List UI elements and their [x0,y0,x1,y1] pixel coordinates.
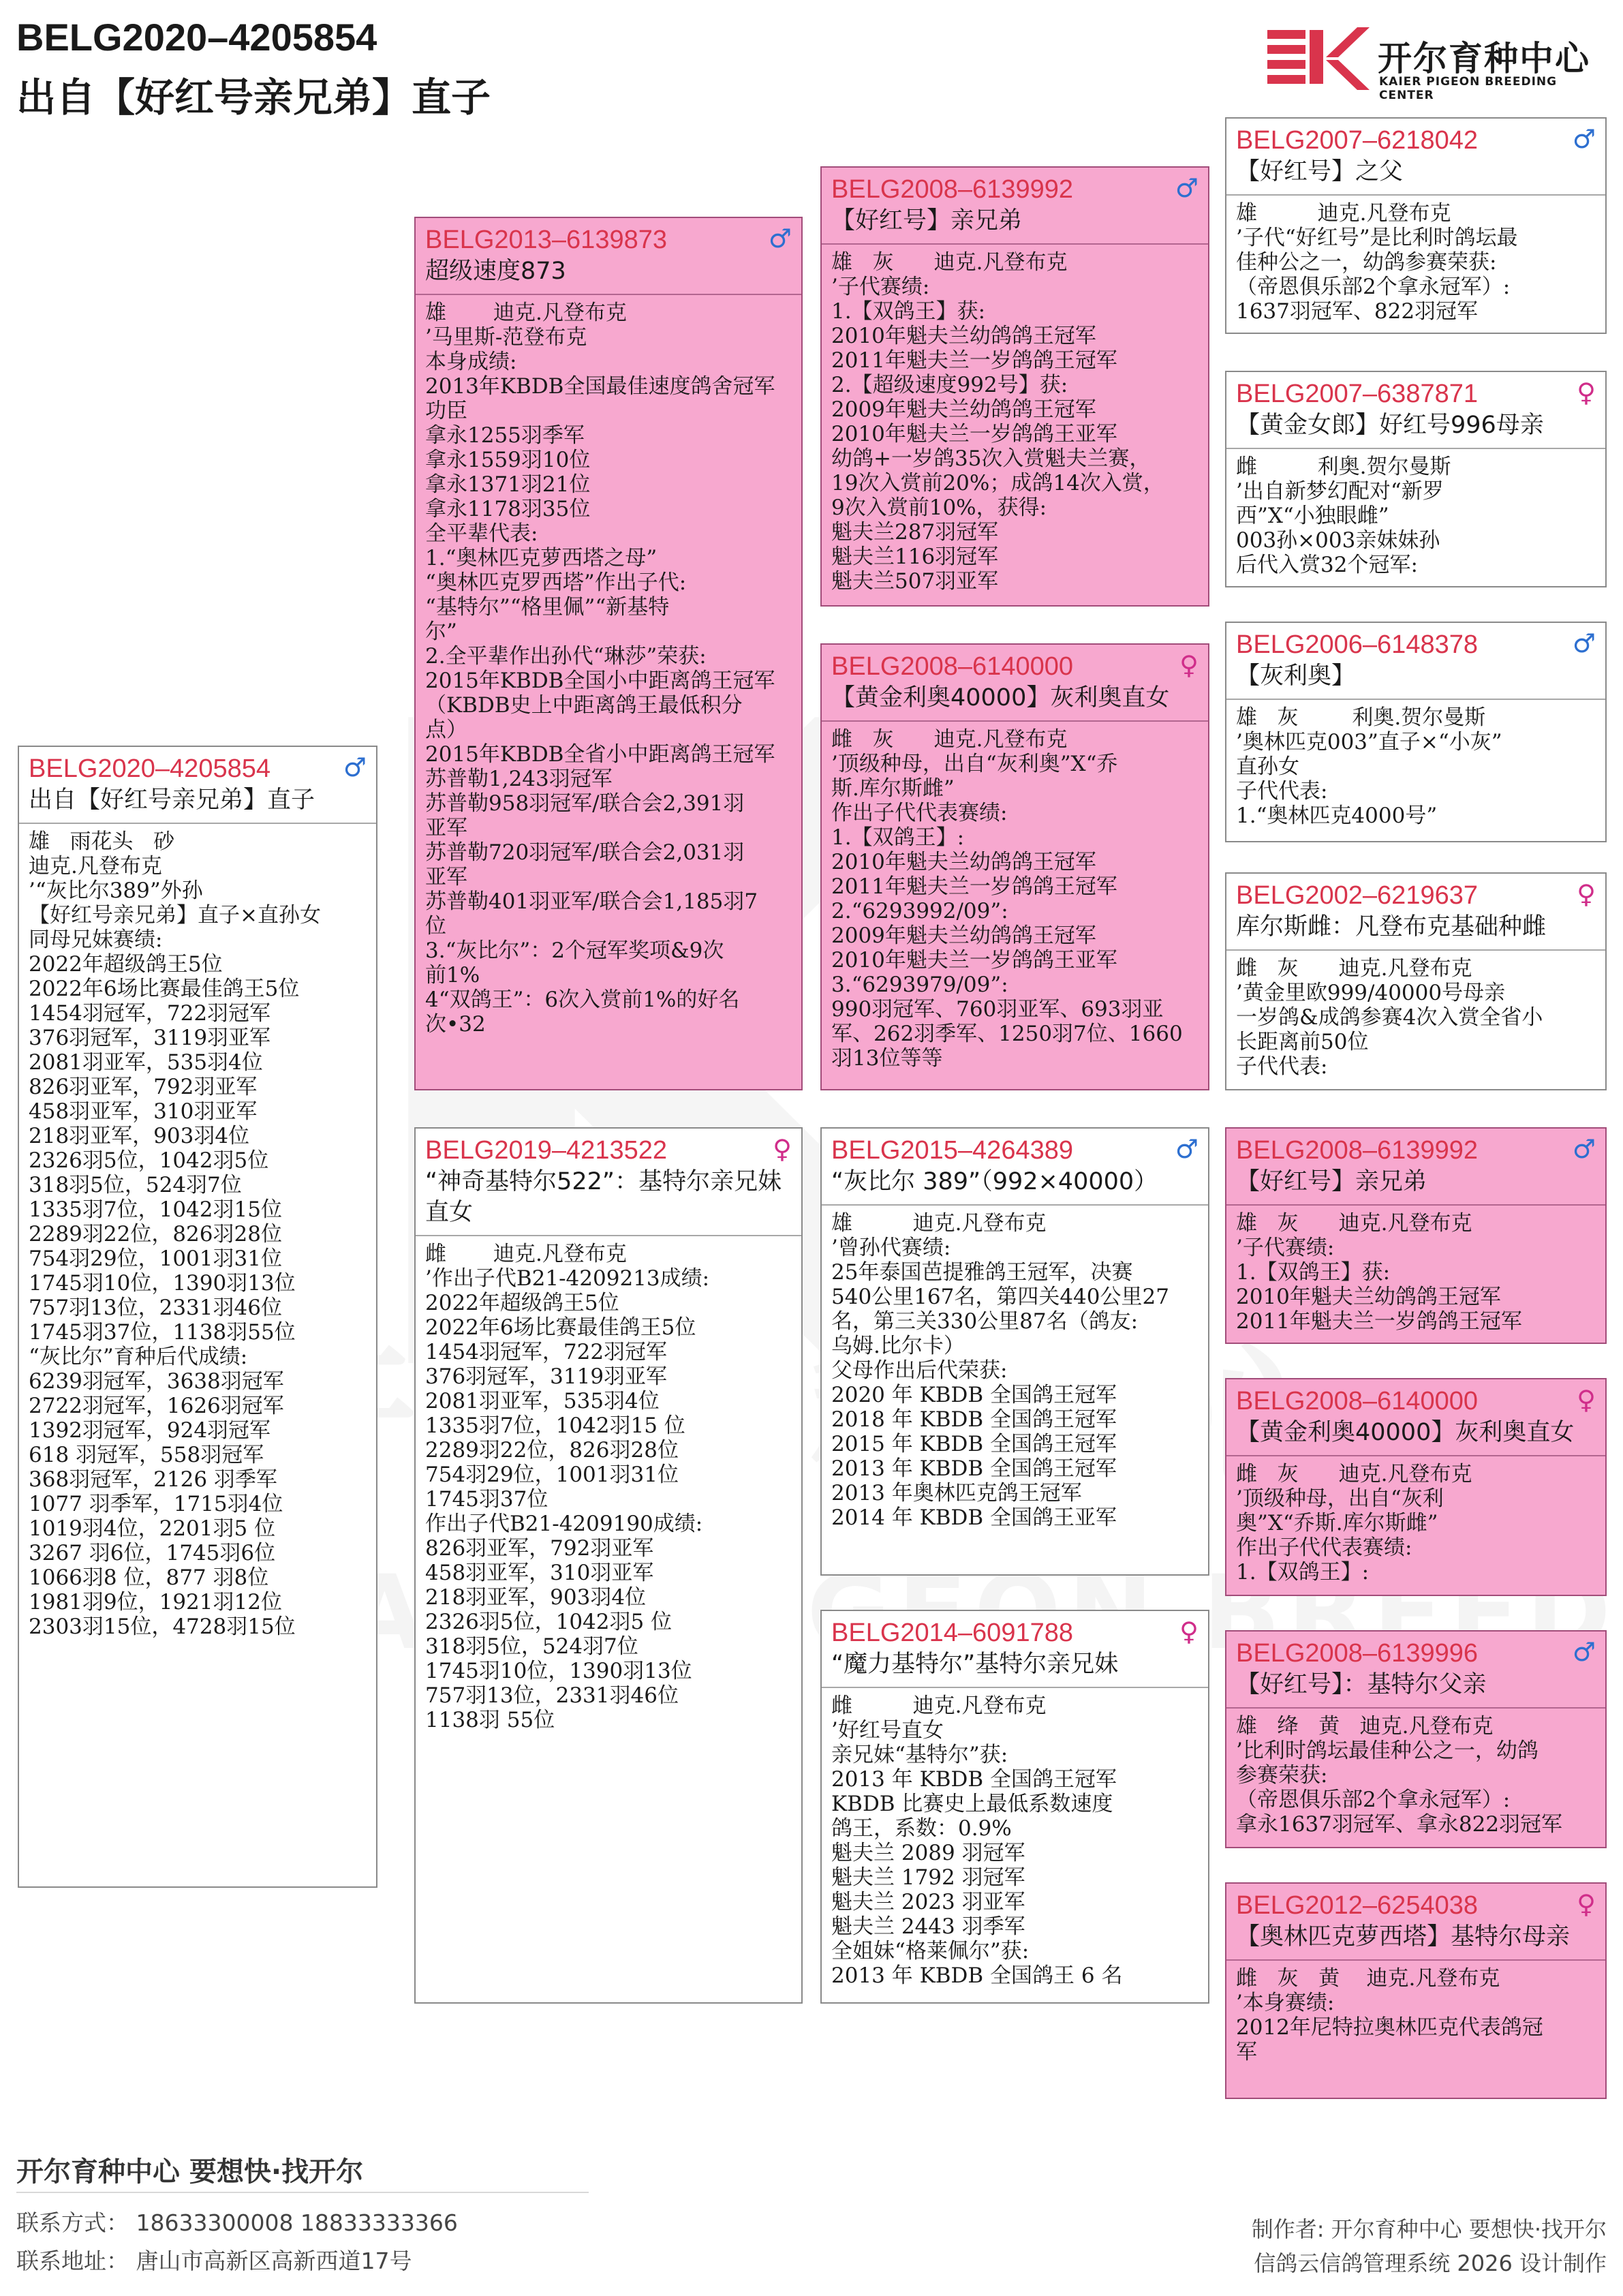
pedigree-card-sdd[interactable] [1225,872,1607,1090]
card-details: 雌 灰 迪克.凡登布克 ’顶级种母，出自“灰利奥”X“乔 斯.库尔斯雌” 作出子代代表赛绩: 1.【双鸽王】: 2010年魁夫兰幼鸽鸽王冠军 2011年魁夫兰一岁鸽鸽王冠军 2.“6293992/09”: 2009年魁夫兰幼鸽鸽王冠军 2010年魁夫兰一岁鸽鸽王亚军 3.“6293979/09”: 990羽冠军、760羽亚军、693羽亚 军、262羽季军、1250羽7位、1660 羽13位等等 [831,727,1183,1071]
card-details: 雄 灰 利奥.贺尔曼斯 ’奥林匹克003”直子×“小灰” 直孙女 子代代表: 1.“奥林匹克4000号” [1236,705,1502,828]
card-details: 雌 灰 迪克.凡登布克 ’顶级种母，出自“灰利 奥”X“乔斯.库尔斯雌” 作出子代代表赛绩: 1.【双鸽王】: [1236,1462,1472,1585]
card-bird-name: 库尔斯雌：凡登布克基础种雌 [1236,913,1547,940]
card-bird-name: 【奥林匹克萝西塔】基特尔母亲 [1236,1923,1571,1950]
card-bird-name: 【黄金女郎】好红号996母亲 [1236,412,1544,439]
card-ring-id: BELG2012–6254038 [1236,1891,1478,1920]
footer-address: 联系地址： 唐山市高新区高新西道17号 [16,2248,412,2274]
kaier-logo-icon [1267,25,1370,93]
page-title: 出自【好红号亲兄弟】直子 [16,74,491,121]
male-icon: ♂ [1572,1134,1596,1164]
page-ring-id: BELG2020–4205854 [16,16,377,59]
female-icon: ♀ [1577,1889,1596,1919]
card-ring-id: BELG2008–6140000 [1236,1387,1478,1415]
card-details: 雄 灰 迪克.凡登布克 ’子代赛绩: 1.【双鸽王】获: 2010年魁夫兰幼鸽鸽王冠军 2011年魁夫兰一岁鸽鸽王冠军 2.【超级速度992号】获: 2009年魁夫兰幼鸽鸽王冠军 2010年魁夫兰一岁鸽鸽王亚军 幼鸽+一岁鸽35次入赏魁夫兰赛， 19次入赏前20%；成鸽14次入赏， 9次入赏前10%，获得: 魁夫兰287羽冠军 魁夫兰116羽冠军 魁夫兰507羽亚军 [831,250,1164,594]
card-details: 雌 迪克.凡登布克 ’作出子代B21-4209213成绩: 2022年超级鸽王5位 2022年6场比赛最佳鸽王5位 1454羽冠军，722羽冠军 376羽冠军，3119羽亚军 2081羽亚军，535羽4位 1335羽7位，1042羽15 位 2289羽22位，826羽28位 754羽29位，1001羽31位 1745羽37位 作出子代B21-4209190成绩: 826羽亚军，792羽亚军 458羽亚军，310羽亚军 218羽亚军，903羽4位 2326羽5位，1042羽5 位 318羽5位，524羽7位 1745羽10位，1390羽13位 757羽13位，2331羽46位 1138羽 55位 [425,1242,710,1732]
female-icon: ♀ [1179,1617,1199,1647]
pedigree-card-dss[interactable] [1225,1127,1607,1344]
card-ring-id: BELG2008–6139992 [831,175,1073,204]
card-bird-name: 出自【好红号亲兄弟】直子 [29,786,315,814]
card-bird-name: “灰比尔 389”（992×40000） [831,1168,1158,1195]
card-bird-name: 【黄金利奥40000】灰利奥直女 [1236,1419,1575,1446]
pedigree-card-ssd[interactable] [1225,371,1607,587]
footer-system: 信鸽云信鸽管理系统 2026 设计制作 [1254,2250,1607,2276]
brand-logo [1267,25,1608,102]
card-ring-id: BELG2019–4213522 [425,1136,667,1165]
card-bird-name: 【黄金利奥40000】灰利奥直女 [831,684,1170,711]
male-icon: ♂ [1572,628,1596,658]
pedigree-card-dsd[interactable] [1225,1378,1607,1596]
pedigree-card-dds[interactable] [1225,1630,1607,1848]
male-icon: ♂ [1175,1134,1199,1164]
card-ring-id: BELG2020–4205854 [29,754,270,783]
pedigree-card-sds[interactable] [1225,622,1607,842]
card-bird-name: 【好红号】亲兄弟 [1236,1168,1427,1195]
logo-name-cn: 开尔育种中心 [1378,39,1590,78]
card-details: 雄 绛 黄 迪克.凡登布克 ’比利时鸽坛最佳种公之一，幼鸽 参赛荣获: （帝恩俱乐部2个拿永冠军）: 拿永1637羽冠军、拿永822羽冠军 [1236,1714,1563,1837]
card-details: 雌 灰 迪克.凡登布克 ’黄金里欧999/40000号母亲 一岁鸽&成鸽参赛4次入赏全省小 长距离前50位 子代代表: [1236,956,1543,1079]
card-ring-id: BELG2008–6139992 [1236,1136,1478,1165]
card-ring-id: BELG2013–6139873 [425,226,667,254]
card-details: 雄 迪克.凡登布克 ’马里斯-范登布克 本身成绩: 2013年KBDB全国最佳速度鸽舍冠军 功臣 拿永1255羽季军 拿永1559羽10位 拿永1371羽21位 拿永1178羽35位 全平辈代表: 1.“奥林匹克萝西塔之母” “奥林匹克罗西塔”作出子代: “基特尔”“格里佩”“新基特 尔” 2.全平辈作出孙代“琳莎”荣获: 2015年KBDB全国小中距离鸽王冠军 （KBDB史上中距离鸽王最低积分 点） 2015年KBDB全省小中距离鸽王冠军 苏普勒1,243羽冠军 苏普勒958羽冠军/联合会2,391羽 亚军 苏普勒720羽冠军/联合会2,031羽 亚军 苏普勒401羽亚军/联合会1,185羽7 位 3.“灰比尔”：2个冠军奖项&9次 前1% 4“双鸽王”：6次入赏前1%的好名 次•32 [425,301,775,1037]
pedigree-card-dam[interactable] [414,1127,803,2004]
card-ring-id: BELG2015–4264389 [831,1136,1073,1165]
card-details: 雌 利奥.贺尔曼斯 ’出自新梦幻配对“新罗 西”X“小独眼雌” 003孙×003亲妹妹孙 后代入赏32个冠军: [1236,455,1451,577]
card-ring-id: BELG2006–6148378 [1236,630,1478,659]
pedigree-card-subject[interactable] [18,746,377,1888]
male-icon: ♂ [1175,173,1199,203]
card-details: 雄 迪克.凡登布克 ’曾孙代赛绩: 25年泰国芭提雅鸽王冠军，决赛 540公里167名，第四关440公里27 名，第三关330公里87名（鸽友: 乌姆.比尔卡） 父母作出后代荣获: 2020 年 KBDB 全国鸽王冠军 2018 年 KBDB 全国鸽王冠军 2015 年 KBDB 全国鸽王冠军 2013 年 KBDB 全国鸽王冠军 2013 年奥林匹克鸽王冠军 2014 年 KBDB 全国鸽王亚军 [831,1211,1169,1530]
footer-contact: 联系方式： 18633300008 18833333366 [16,2209,458,2236]
logo-name-en: KAIER PIGEON BREEDING CENTER [1379,75,1558,102]
female-icon: ♀ [1577,879,1596,909]
card-bird-name: 超级速度873 [425,258,566,285]
card-details: 雌 灰 黄 迪克.凡登布克 ’本身赛绩: 2012年尼特拉奥林匹克代表鸽冠 军 [1236,1966,1543,2064]
card-bird-name: 【灰利奥】 [1236,662,1356,690]
card-bird-name: 【好红号】：基特尔父亲 [1236,1671,1487,1698]
pedigree-card-sire[interactable] [414,217,803,1090]
card-ring-id: BELG2007–6218042 [1236,126,1478,155]
male-icon: ♂ [1572,124,1596,154]
pedigree-card-ss[interactable] [820,166,1209,607]
female-icon: ♀ [1179,650,1199,680]
footer-divider [16,2192,589,2193]
male-icon: ♂ [343,752,367,782]
card-details: 雄 迪克.凡登布克 ’子代“好红号”是比利时鸽坛最 佳种公之一，幼鸽参赛荣获: （帝恩俱乐部2个拿永冠军）: 1637羽冠军、822羽冠军 [1236,201,1518,324]
footer-slogan: 开尔育种中心 要想快·找开尔 [16,2156,364,2188]
female-icon: ♀ [1577,1385,1596,1415]
card-ring-id: BELG2008–6139996 [1236,1639,1478,1668]
card-bird-name: “神奇基特尔522”：基特尔亲兄妹直女 [425,1168,782,1226]
pedigree-card-sd[interactable] [820,643,1209,1090]
pedigree-card-dd[interactable] [820,1610,1209,2004]
card-ring-id: BELG2007–6387871 [1236,380,1478,408]
male-icon: ♂ [1572,1637,1596,1667]
card-ring-id: BELG2002–6219637 [1236,881,1478,910]
footer-maker: 制作者: 开尔育种中心 要想快·找开尔 [1251,2216,1607,2242]
pedigree-card-ds[interactable] [820,1127,1209,1576]
pedigree-card-sss[interactable] [1225,117,1607,334]
male-icon: ♂ [768,224,792,254]
card-details: 雄 雨花头 砂 迪克.凡登布克 ’“灰比尔389”外孙 【好红号亲兄弟】直子×直孙女 同母兄妹赛绩: 2022年超级鸽王5位 2022年6场比赛最佳鸽王5位 1454羽冠军，722羽冠军 376羽冠军，3119羽亚军 2081羽亚军，535羽4位 826羽亚军，792羽亚军 458羽亚军，310羽亚军 218羽亚军，903羽4位 2326羽5位，1042羽5位 318羽5位，524羽7位 1335羽7位，1042羽15位 2289羽22位，826羽28位 754羽29位，1001羽31位 1745羽10位，1390羽13位 757羽13位，2331羽46位 1745羽37位，1138羽55位 “灰比尔”育种后代成绩: 6239羽冠军，3638羽冠军 2722羽冠军，1626羽冠军 1392羽冠军，924羽冠军 618 羽冠军，558羽冠军 368羽冠军，2126 羽季军 1077 羽季军，1715羽4位 1019羽4位，2201羽5 位 3267 羽6位，1745羽6位 1066羽8 位，877 羽8位 1981羽9位，1921羽12位 2303羽15位，4728羽15位 [29,829,321,1639]
card-details: 雌 迪克.凡登布克 ’好红号直女 亲兄妹“基特尔”获: 2013 年 KBDB 全国鸽王冠军 KBDB 比赛史上最低系数速度 鸽王，系数：0.9% 魁夫兰 2089 羽冠军 魁夫兰 1792 羽冠军 魁夫兰 2023 羽亚军 魁夫兰 2443 羽季军 全姐妹“格莱佩尔”获: 2013 年 KBDB 全国鸽王 6 名 [831,1694,1123,1988]
pedigree-card-ddd[interactable] [1225,1882,1607,2099]
card-bird-name: 【好红号】亲兄弟 [831,207,1023,234]
card-bird-name: 【好红号】之父 [1236,158,1404,185]
card-ring-id: BELG2008–6140000 [831,652,1073,681]
female-icon: ♀ [1577,378,1596,408]
card-bird-name: “魔力基特尔”基特尔亲兄妹 [831,1651,1119,1678]
female-icon: ♀ [773,1134,792,1164]
card-ring-id: BELG2014–6091788 [831,1619,1073,1647]
card-details: 雄 灰 迪克.凡登布克 ’子代赛绩: 1.【双鸽王】获: 2010年魁夫兰幼鸽鸽王冠军 2011年魁夫兰一岁鸽鸽王冠军 [1236,1211,1522,1334]
